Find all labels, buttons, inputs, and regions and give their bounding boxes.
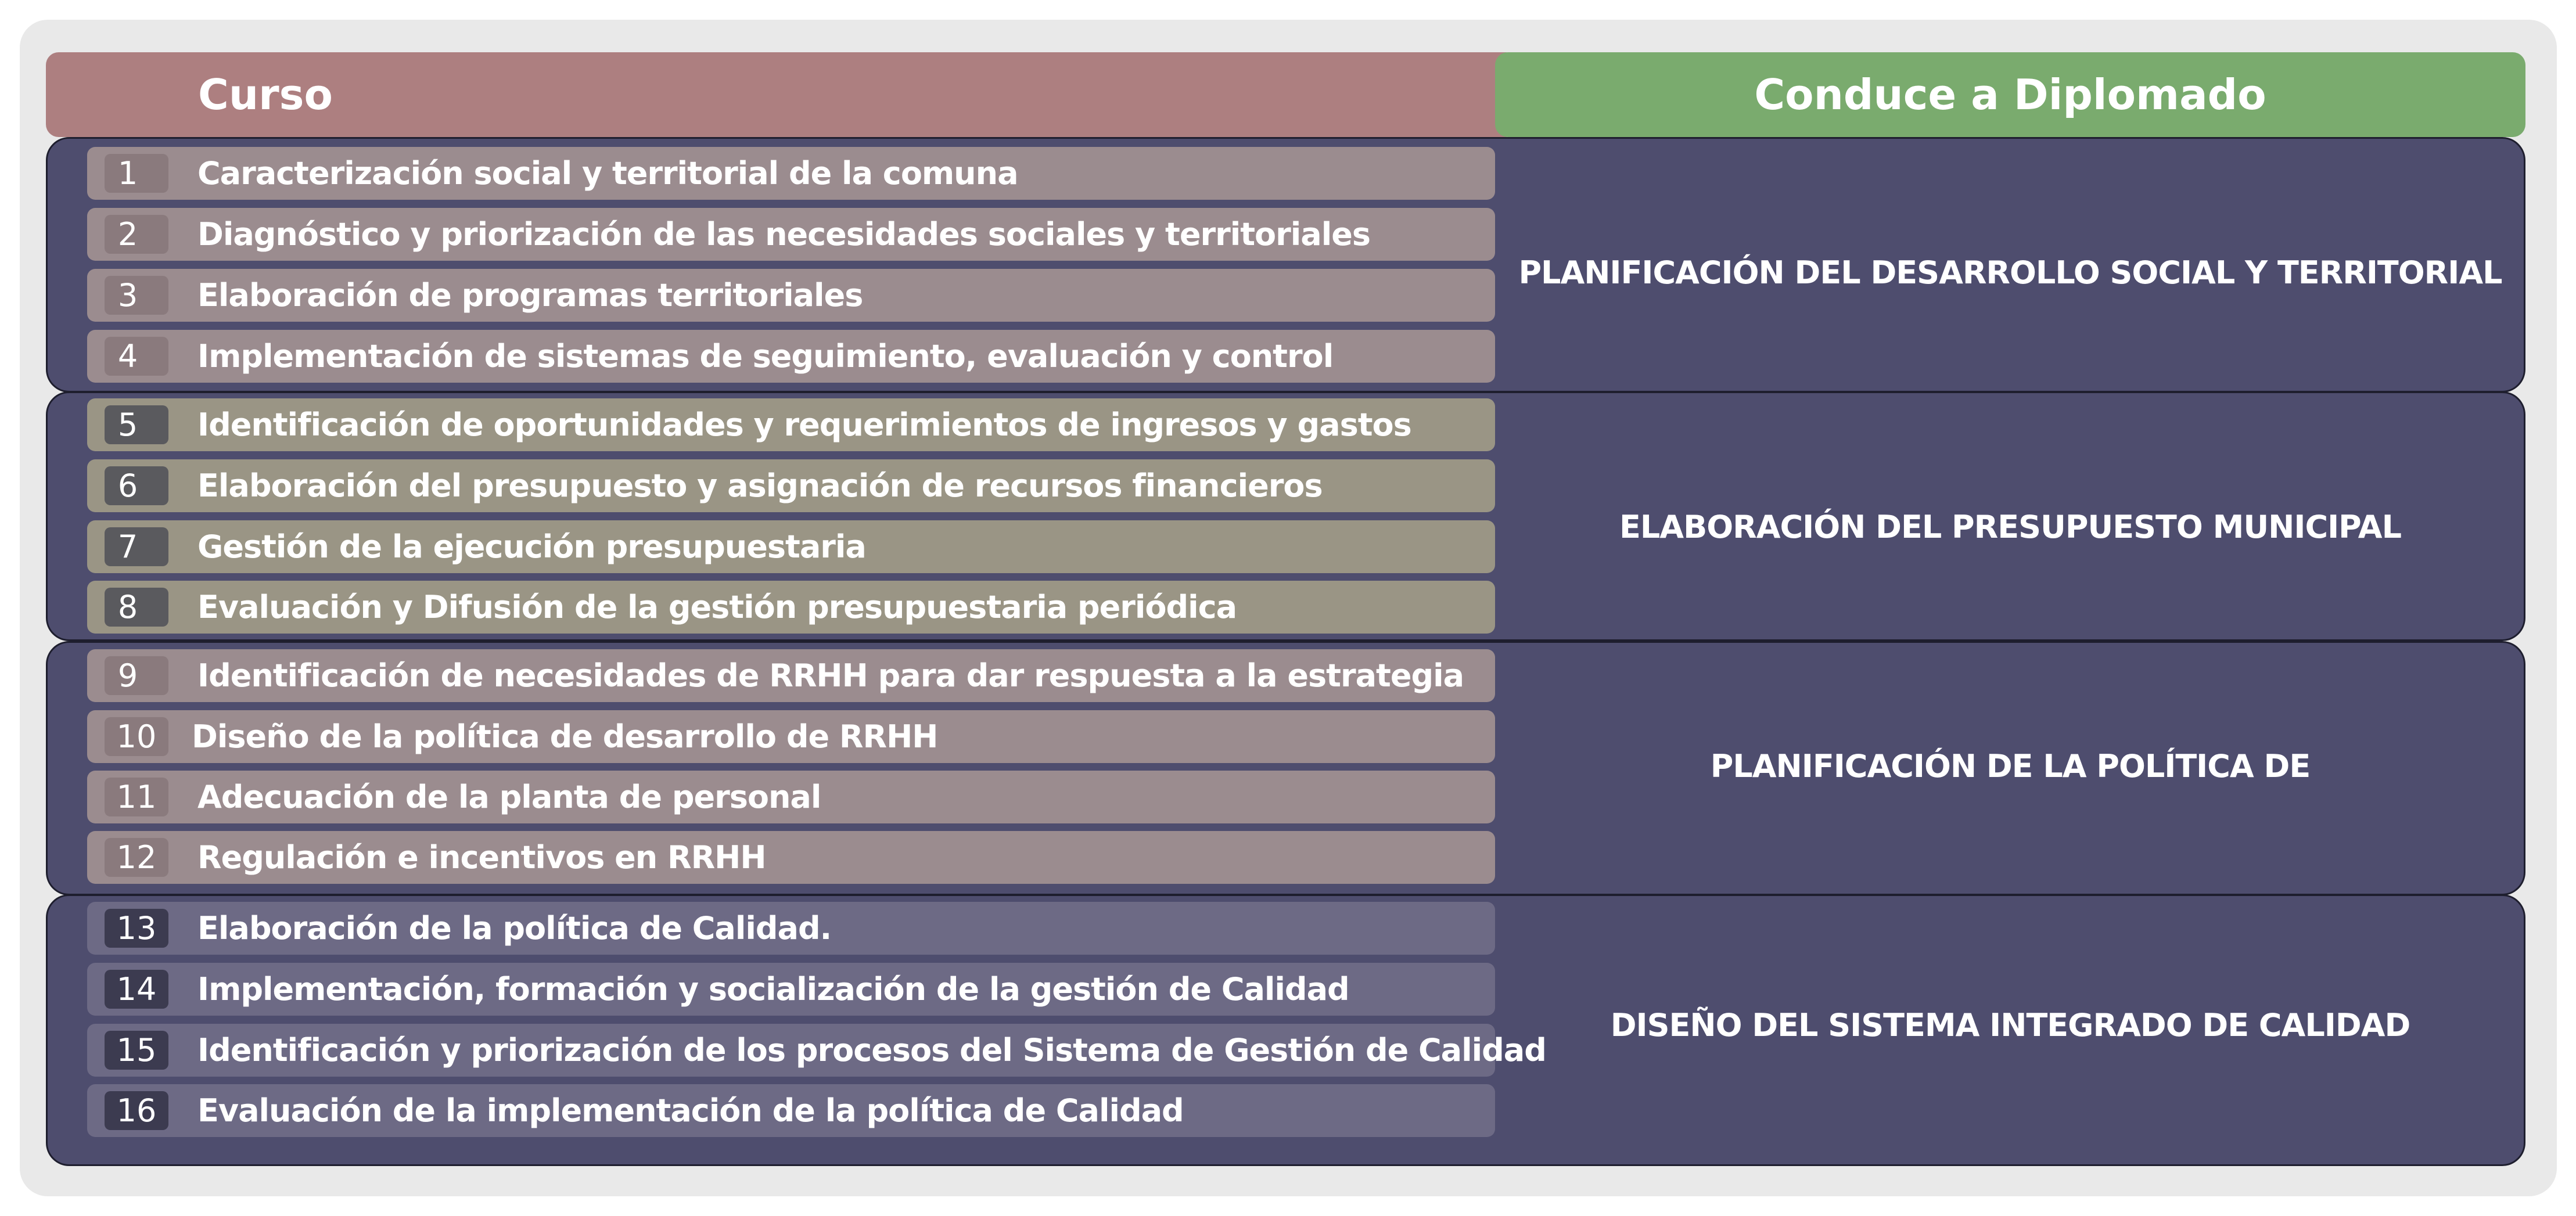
course-row bbox=[87, 831, 1495, 884]
course-row bbox=[87, 1024, 1546, 1077]
course-number-badge bbox=[105, 717, 168, 756]
course-number-badge bbox=[105, 337, 168, 376]
course-label: Elaboración de programas territoriales bbox=[197, 277, 863, 314]
diplomado-label: PLANIFICACIÓN DEL DESARROLLO SOCIAL Y TERRITORIAL bbox=[1518, 254, 2502, 291]
course-number-badge bbox=[105, 527, 168, 566]
course-number: 9 bbox=[117, 657, 138, 694]
course-number: 12 bbox=[116, 839, 157, 876]
course-label: Identificación de oportunidades y requerimientos de ingresos y gastos bbox=[197, 406, 1411, 443]
course-number-badge bbox=[105, 778, 168, 816]
course-number-badge bbox=[105, 909, 168, 948]
course-number: 4 bbox=[117, 338, 138, 375]
course-number: 6 bbox=[117, 467, 138, 504]
course-row bbox=[87, 398, 1495, 451]
course-row bbox=[87, 459, 1495, 512]
course-label: Diseño de la política de desarrollo de RRHH bbox=[192, 718, 938, 755]
course-row bbox=[87, 963, 1495, 1016]
course-row bbox=[87, 208, 1495, 261]
course-label: Implementación de sistemas de seguimiento, evaluación y control bbox=[197, 338, 1334, 375]
course-row bbox=[87, 581, 1495, 634]
course-number-badge bbox=[105, 838, 168, 877]
course-number-badge bbox=[105, 1031, 168, 1070]
course-number: 1 bbox=[117, 155, 138, 192]
course-label: Evaluación y Difusión de la gestión presupuestaria periódica bbox=[197, 589, 1237, 625]
diplomado-label: ELABORACIÓN DEL PRESUPUESTO MUNICIPAL bbox=[1619, 509, 2401, 545]
course-label: Gestión de la ejecución presupuestaria bbox=[197, 528, 866, 565]
course-number: 10 bbox=[116, 718, 157, 755]
course-row bbox=[87, 902, 1495, 955]
course-number: 14 bbox=[116, 971, 157, 1008]
course-number-badge bbox=[105, 466, 168, 505]
course-number: 5 bbox=[117, 406, 138, 443]
course-number: 3 bbox=[117, 277, 138, 314]
course-number: 7 bbox=[117, 528, 138, 565]
course-number-badge bbox=[105, 154, 168, 193]
course-number-badge bbox=[105, 276, 168, 315]
course-label: Implementación, formación y socialización de la gestión de Calidad bbox=[197, 971, 1349, 1008]
course-number-badge bbox=[105, 405, 168, 444]
course-row bbox=[87, 649, 1495, 702]
course-number: 16 bbox=[116, 1092, 157, 1129]
course-number: 8 bbox=[117, 589, 138, 625]
course-number-badge bbox=[105, 1091, 168, 1130]
course-row bbox=[87, 269, 1495, 322]
course-label: Diagnóstico y priorización de las necesidades sociales y territoriales bbox=[197, 216, 1370, 253]
course-label: Identificación y priorización de los procesos del Sistema de Gestión de Calidad bbox=[197, 1032, 1546, 1069]
course-label: Regulación e incentivos en RRHH bbox=[197, 839, 766, 876]
course-row bbox=[87, 771, 1495, 823]
diplomado-label: DISEÑO DEL SISTEMA INTEGRADO DE CALIDAD bbox=[1610, 1007, 2410, 1044]
course-row bbox=[87, 520, 1495, 573]
course-number: 13 bbox=[116, 910, 157, 947]
course-label: Elaboración de la política de Calidad. bbox=[197, 910, 832, 947]
course-number: 2 bbox=[117, 216, 138, 253]
header-diplomado: Conduce a Diplomado bbox=[1495, 52, 2525, 137]
course-number-badge bbox=[105, 588, 168, 627]
course-number: 11 bbox=[116, 779, 157, 815]
course-number-badge bbox=[105, 215, 168, 254]
header-curso bbox=[46, 52, 1507, 137]
course-number: 15 bbox=[116, 1032, 157, 1069]
course-label: Elaboración del presupuesto y asignación de recursos financieros bbox=[197, 467, 1323, 504]
course-row bbox=[87, 330, 1495, 383]
course-number-badge bbox=[105, 656, 168, 695]
course-row bbox=[87, 147, 1495, 200]
diplomado-label: PLANIFICACIÓN DE LA POLÍTICA DE bbox=[1710, 748, 2311, 785]
course-row bbox=[87, 1084, 1495, 1137]
course-label: Adecuación de la planta de personal bbox=[197, 779, 821, 815]
header-curso-label: Curso bbox=[198, 70, 333, 119]
course-label: Evaluación de la implementación de la política de Calidad bbox=[197, 1092, 1184, 1129]
course-row bbox=[87, 710, 1495, 763]
course-number-badge bbox=[105, 970, 168, 1009]
course-label: Identificación de necesidades de RRHH para dar respuesta a la estrategia bbox=[197, 657, 1464, 694]
course-label: Caracterización social y territorial de la comuna bbox=[197, 155, 1018, 192]
